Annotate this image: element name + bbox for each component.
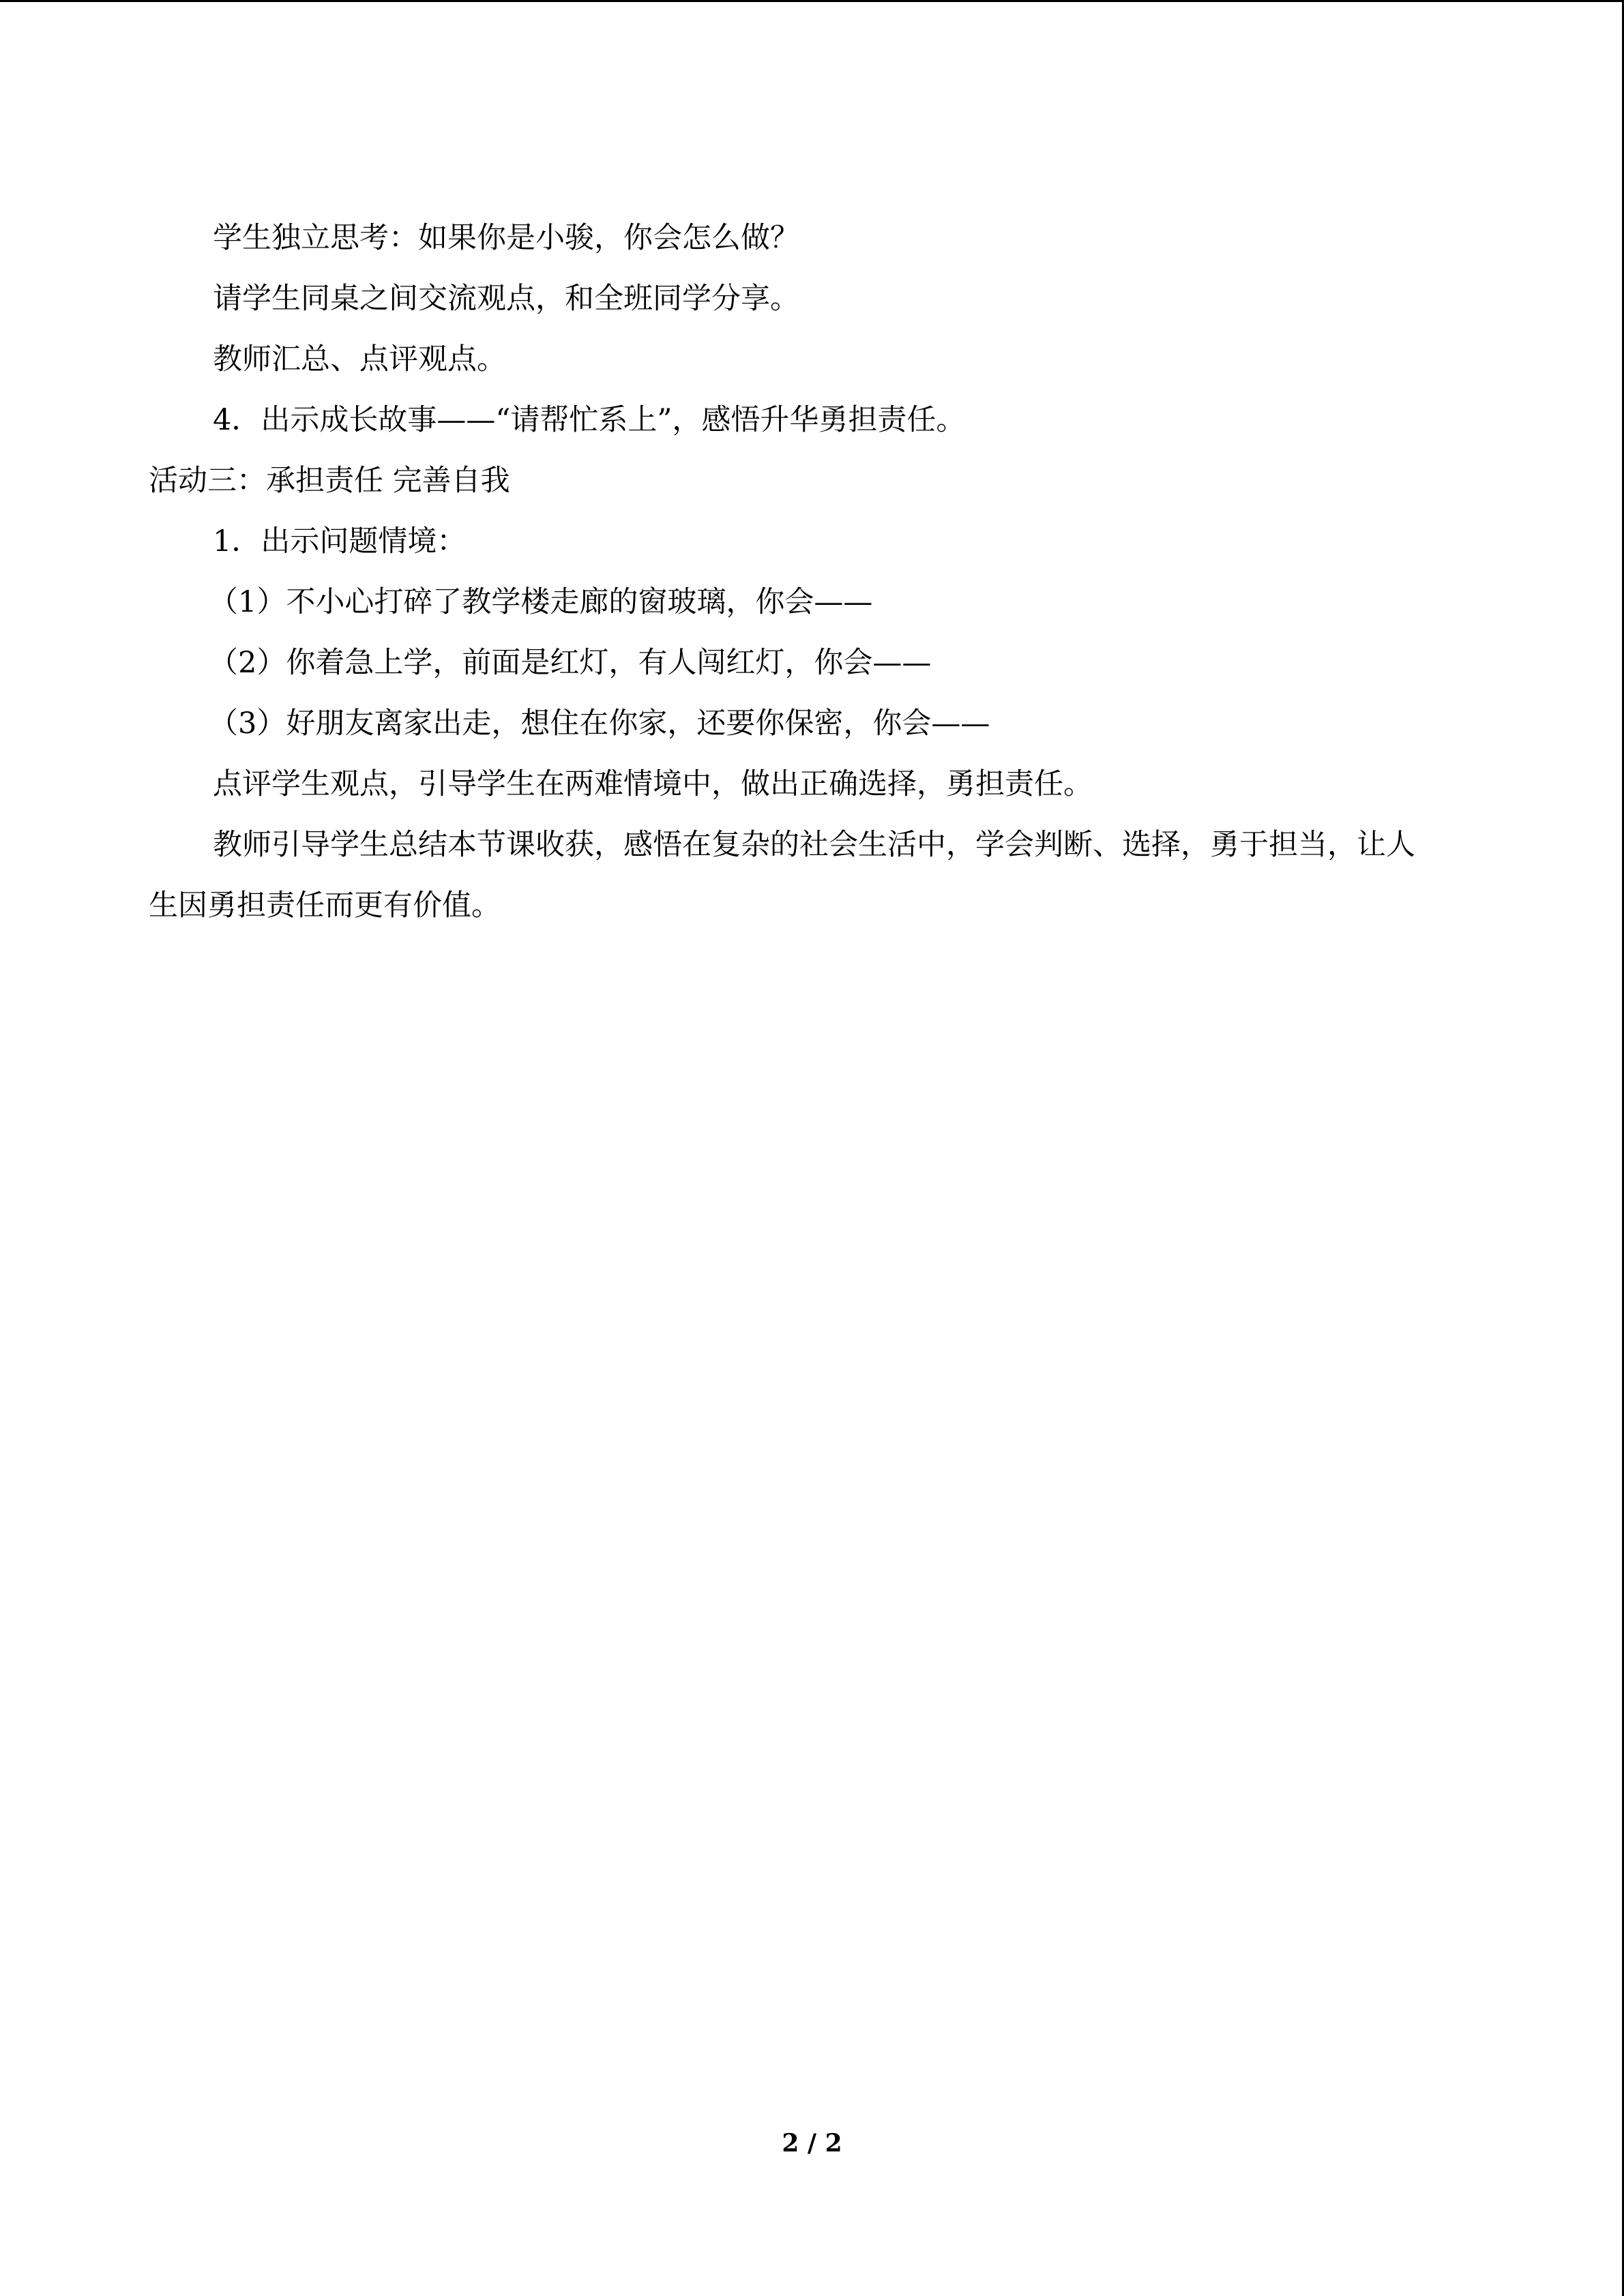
paragraph-lesson-summary: 教师引导学生总结本节课收获，感悟在复杂的社会生活中，学会判断、选择，勇于担当，让人生因勇担责任而更有价值。	[149, 828, 1415, 923]
situation-item: （2）你着急上学，前面是红灯，有人闯红灯，你会——	[209, 646, 932, 680]
situation-item: （1）不小心打碎了教学楼走廊的窗玻璃，你会——	[209, 585, 873, 619]
paragraph-problem-situation: 1．出示问题情境：	[213, 524, 467, 558]
activity-heading: 活动三：承担责任 完善自我	[149, 464, 510, 498]
page-top-border	[0, 0, 1624, 2]
situation-item: （3）好朋友离家出走，想住在你家，还要你保密，你会——	[209, 706, 990, 741]
paragraph-think: 学生独立思考：如果你是小骏，你会怎么做？	[213, 221, 799, 255]
paragraph-exchange: 请学生同桌之间交流观点，和全班同学分享。	[213, 282, 799, 316]
paragraph-growth-story: 4．出示成长故事——“请帮忙系上”，感悟升华勇担责任。	[213, 403, 966, 437]
document-body	[149, 208, 1445, 936]
paragraph-comment: 点评学生观点，引导学生在两难情境中，做出正确选择，勇担责任。	[213, 767, 1093, 801]
paragraph-summary-views: 教师汇总、点评观点。	[213, 342, 506, 376]
page-number: 2 / 2	[782, 2129, 842, 2158]
